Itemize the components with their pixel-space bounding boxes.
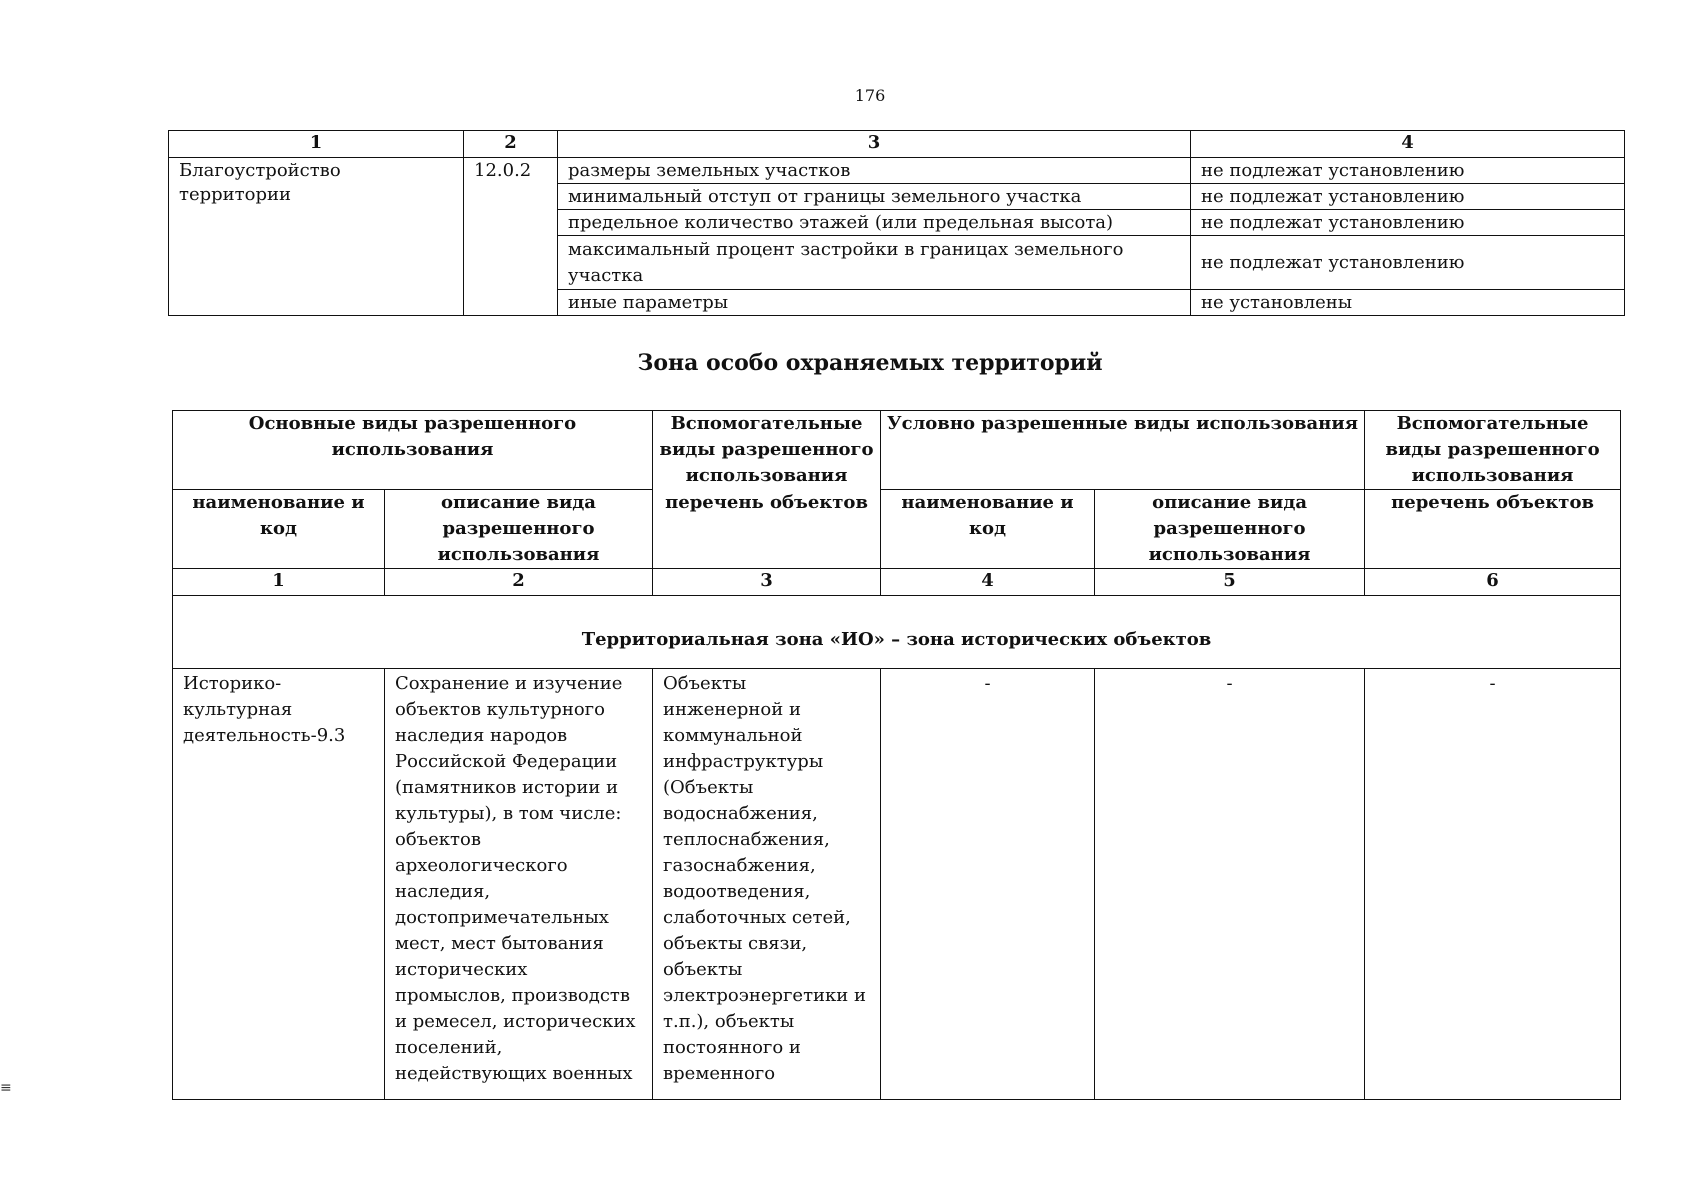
sub-header-name-code: наименование и код: [173, 490, 385, 569]
column-number: 1: [173, 569, 385, 596]
zone-row: [173, 596, 1621, 669]
param-cell: размеры земельных участков: [558, 158, 1191, 184]
sub-header-name-code-2: наименование и код: [881, 490, 1095, 569]
param-cell: предельное количество этажей (или предельная высота): [558, 210, 1191, 236]
param-cell: иные параметры: [558, 290, 1191, 316]
page-number: 176: [854, 86, 886, 105]
table-row: [173, 669, 1621, 1100]
conditional-description-cell: -: [1095, 669, 1365, 1100]
table-row: [169, 158, 1625, 184]
param-cell: максимальный процент застройки в границах земельного участка: [558, 236, 1191, 290]
parameters-table: [168, 130, 1625, 316]
aux-objects-cell: -: [1365, 669, 1621, 1100]
column-number: 3: [653, 569, 881, 596]
value-cell: не подлежат установлению: [1191, 210, 1625, 236]
column-number: 2: [385, 569, 653, 596]
sub-header-row: [173, 490, 1621, 569]
column-number: 5: [1095, 569, 1365, 596]
sub-header-objects: перечень объектов: [653, 490, 881, 569]
aux-uses-header-2: Вспомогательные виды разрешенного использования: [1365, 411, 1621, 490]
use-code-cell: 12.0.2: [464, 158, 558, 316]
param-cell: минимальный отступ от границы земельного участка: [558, 184, 1191, 210]
col-header-4: 4: [1191, 131, 1625, 158]
value-cell: не подлежат установлению: [1191, 184, 1625, 210]
main-uses-header: Основные виды разрешенного использования: [173, 411, 653, 490]
edge-mark: ≡: [0, 1080, 12, 1096]
column-number: 6: [1365, 569, 1621, 596]
section-title: Зона особо охраняемых территорий: [637, 350, 1103, 376]
sub-header-objects-2: перечень объектов: [1365, 490, 1621, 569]
use-name-cell: Благоустройство территории: [169, 158, 464, 316]
conditional-name-cell: -: [881, 669, 1095, 1100]
col-header-1: 1: [169, 131, 464, 158]
value-cell: не подлежат установлению: [1191, 158, 1625, 184]
zone-title: Территориальная зона «ИО» – зона исторических объектов: [173, 596, 1621, 669]
sub-header-description-2: описание вида разрешенного использования: [1095, 490, 1365, 569]
value-cell: не подлежат установлению: [1191, 236, 1625, 290]
col-header-3: 3: [558, 131, 1191, 158]
parameters-table-header-row: [169, 131, 1625, 158]
column-number-row: [173, 569, 1621, 596]
value-cell: не установлены: [1191, 290, 1625, 316]
column-number: 4: [881, 569, 1095, 596]
zone-uses-table: [172, 410, 1621, 1100]
use-description-cell: Сохранение и изучение объектов культурного наследия народов Российской Федерации (памятников истории и культуры), в том числе: объектов археологического наследия, достопримечательных мест, мест бытования исторических промыслов, производств и ремесел, исторических поселений, недействующих военных: [385, 669, 653, 1100]
aux-uses-header: Вспомогательные виды разрешенного использования: [653, 411, 881, 490]
col-header-2: 2: [464, 131, 558, 158]
use-name-code-cell: Историко-культурная деятельность-9.3: [173, 669, 385, 1100]
group-header-row: [173, 411, 1621, 490]
conditional-uses-header: Условно разрешенные виды использования: [881, 411, 1365, 490]
objects-list-cell: Объекты инженерной и коммунальной инфраструктуры (Объекты водоснабжения, теплоснабжения, газоснабжения, водоотведения, слаботочных сетей, объекты связи, объекты электроэнергетики и т.п.), объекты постоянного и временного: [653, 669, 881, 1100]
sub-header-description: описание вида разрешенного использования: [385, 490, 653, 569]
